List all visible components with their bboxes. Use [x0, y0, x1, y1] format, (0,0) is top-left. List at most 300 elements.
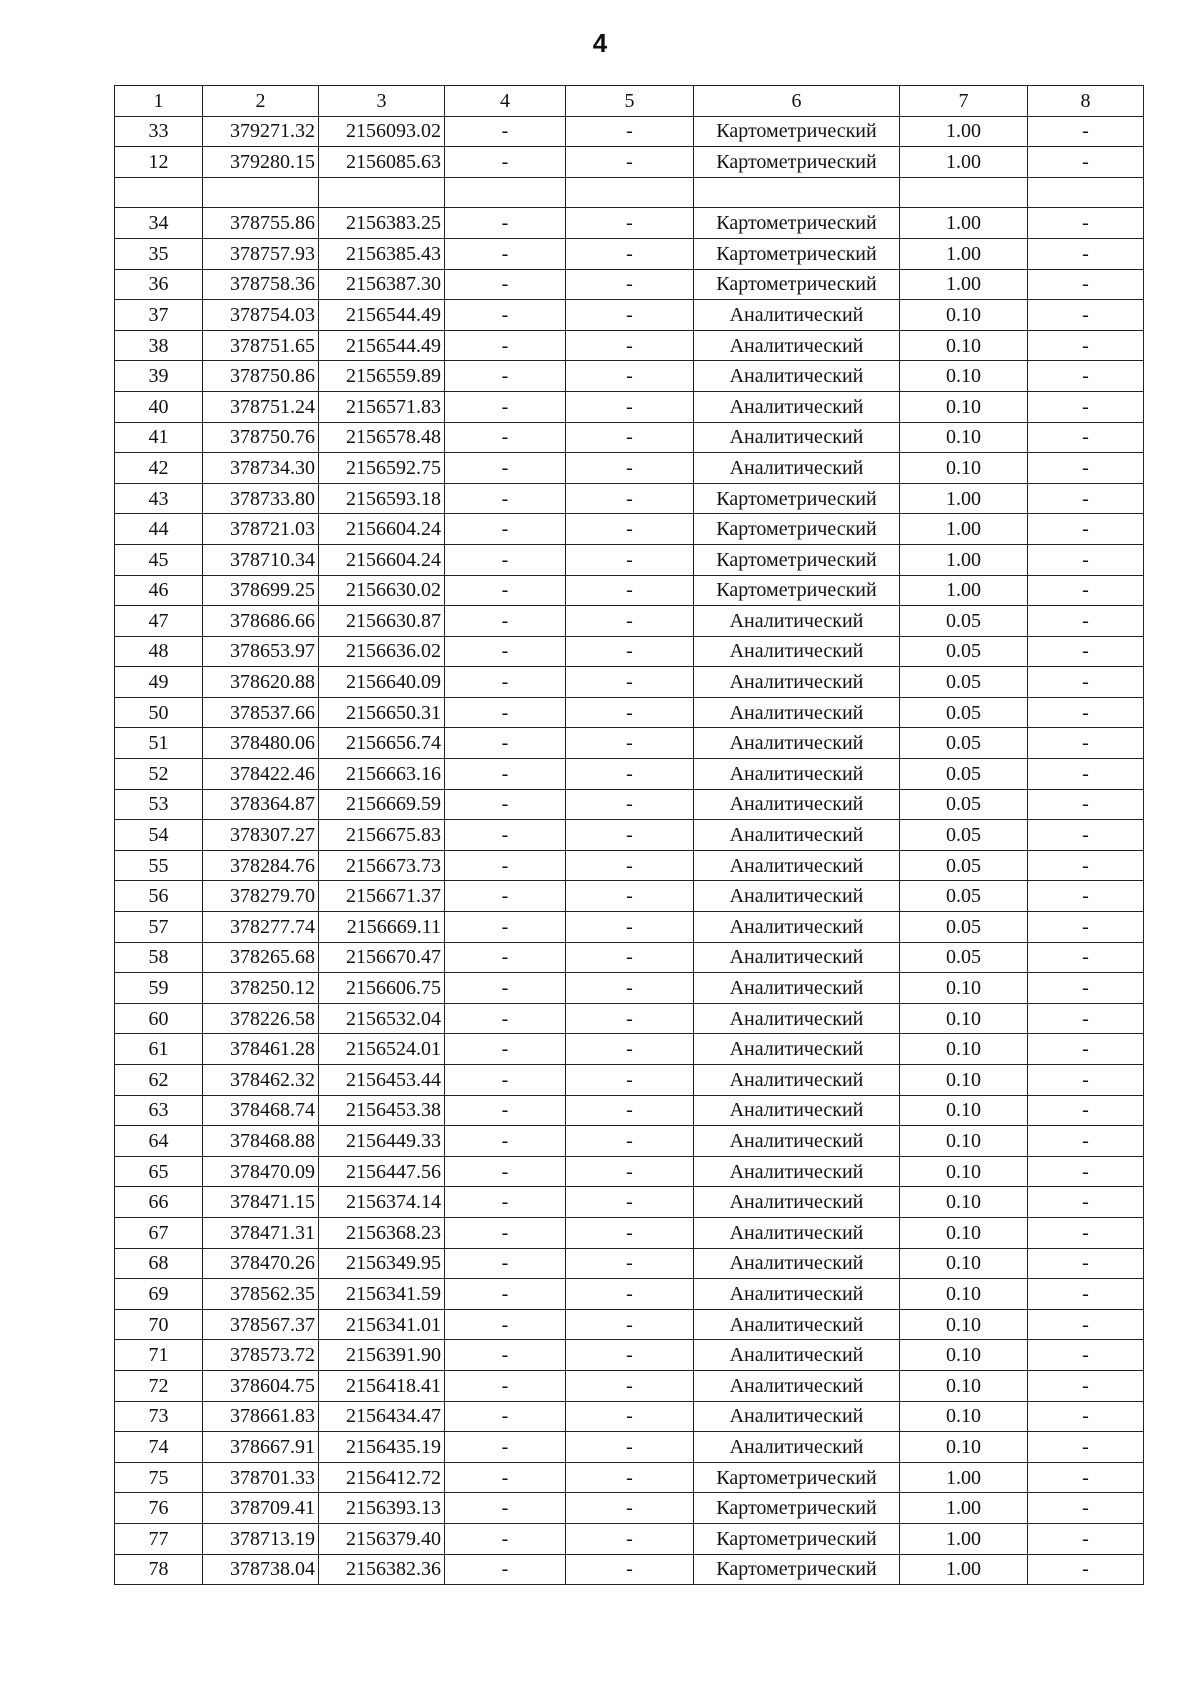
- x-coordinate-cell: 378471.31: [203, 1217, 319, 1248]
- col8-cell: -: [1028, 1462, 1144, 1493]
- table-row: [115, 912, 1144, 943]
- y-coordinate-cell: 2156374.14: [319, 1187, 445, 1218]
- column-header: 6: [694, 86, 900, 117]
- y-coordinate-cell: 2156656.74: [319, 728, 445, 759]
- y-coordinate-cell: 2156640.09: [319, 667, 445, 698]
- y-coordinate-cell: 2156669.59: [319, 789, 445, 820]
- method-cell: Аналитический: [694, 881, 900, 912]
- accuracy-cell: 0.10: [900, 453, 1028, 484]
- accuracy-cell: 0.10: [900, 973, 1028, 1004]
- method-cell: Аналитический: [694, 973, 900, 1004]
- col8-cell: -: [1028, 453, 1144, 484]
- col4-cell: -: [445, 667, 566, 698]
- table-row: [115, 1370, 1144, 1401]
- y-coordinate-cell: 2156669.11: [319, 912, 445, 943]
- accuracy-cell: 0.10: [900, 1340, 1028, 1371]
- method-cell: Картометрический: [694, 514, 900, 545]
- col8-cell: -: [1028, 300, 1144, 331]
- table-row: [115, 1126, 1144, 1157]
- y-coordinate-cell: 2156393.13: [319, 1493, 445, 1524]
- y-coordinate-cell: 2156447.56: [319, 1156, 445, 1187]
- accuracy-cell: 0.10: [900, 1065, 1028, 1096]
- point-number-cell: 59: [115, 973, 203, 1004]
- y-coordinate-cell: 2156387.30: [319, 269, 445, 300]
- x-coordinate-cell: 378364.87: [203, 789, 319, 820]
- col8-cell: -: [1028, 667, 1144, 698]
- col4-cell: -: [445, 1309, 566, 1340]
- col8-cell: -: [1028, 1187, 1144, 1218]
- method-cell: Аналитический: [694, 1309, 900, 1340]
- x-coordinate-cell: 378653.97: [203, 636, 319, 667]
- coordinates-table: [114, 85, 1144, 1585]
- col5-cell: -: [566, 636, 694, 667]
- method-cell: Картометрический: [694, 1462, 900, 1493]
- col5-cell: -: [566, 697, 694, 728]
- x-coordinate-cell: 378699.25: [203, 575, 319, 606]
- point-number-cell: 60: [115, 1003, 203, 1034]
- x-coordinate-cell: 379280.15: [203, 147, 319, 178]
- x-coordinate-cell: 378562.35: [203, 1279, 319, 1310]
- x-coordinate-cell: 378468.88: [203, 1126, 319, 1157]
- col5-cell: -: [566, 361, 694, 392]
- col4-cell: -: [445, 269, 566, 300]
- table-header-row: [115, 86, 1144, 117]
- y-coordinate-cell: 2156085.63: [319, 147, 445, 178]
- col4-cell: -: [445, 1248, 566, 1279]
- point-number-cell: 43: [115, 483, 203, 514]
- point-number-cell: 34: [115, 208, 203, 239]
- accuracy-cell: 0.10: [900, 1003, 1028, 1034]
- x-coordinate-cell: 378667.91: [203, 1432, 319, 1463]
- col4-cell: -: [445, 575, 566, 606]
- accuracy-cell: 0.05: [900, 606, 1028, 637]
- column-header: 1: [115, 86, 203, 117]
- table-row: [115, 300, 1144, 331]
- table-row: [115, 850, 1144, 881]
- col8-cell: -: [1028, 116, 1144, 147]
- accuracy-cell: [900, 177, 1028, 208]
- point-number-cell: 68: [115, 1248, 203, 1279]
- col8-cell: -: [1028, 759, 1144, 790]
- col5-cell: -: [566, 1126, 694, 1157]
- point-number-cell: 36: [115, 269, 203, 300]
- y-coordinate-cell: 2156606.75: [319, 973, 445, 1004]
- y-coordinate-cell: 2156382.36: [319, 1554, 445, 1585]
- x-coordinate-cell: 378277.74: [203, 912, 319, 943]
- y-coordinate-cell: 2156412.72: [319, 1462, 445, 1493]
- col5-cell: -: [566, 1554, 694, 1585]
- col5-cell: -: [566, 238, 694, 269]
- col8-cell: -: [1028, 208, 1144, 239]
- x-coordinate-cell: 378604.75: [203, 1370, 319, 1401]
- method-cell: Картометрический: [694, 1554, 900, 1585]
- point-number-cell: 63: [115, 1095, 203, 1126]
- point-number-cell: 41: [115, 422, 203, 453]
- table-row: [115, 1065, 1144, 1096]
- col4-cell: [445, 177, 566, 208]
- column-header: 4: [445, 86, 566, 117]
- table-row: [115, 697, 1144, 728]
- col5-cell: -: [566, 1279, 694, 1310]
- table-row: [115, 1462, 1144, 1493]
- y-coordinate-cell: 2156532.04: [319, 1003, 445, 1034]
- x-coordinate-cell: 378537.66: [203, 697, 319, 728]
- y-coordinate-cell: 2156592.75: [319, 453, 445, 484]
- x-coordinate-cell: 378686.66: [203, 606, 319, 637]
- col5-cell: -: [566, 759, 694, 790]
- table-row: [115, 1432, 1144, 1463]
- table-row: [115, 973, 1144, 1004]
- col4-cell: -: [445, 300, 566, 331]
- point-number-cell: 50: [115, 697, 203, 728]
- y-coordinate-cell: 2156341.01: [319, 1309, 445, 1340]
- x-coordinate-cell: 378284.76: [203, 850, 319, 881]
- x-coordinate-cell: 378265.68: [203, 942, 319, 973]
- col4-cell: -: [445, 1401, 566, 1432]
- col5-cell: -: [566, 1309, 694, 1340]
- column-header: 7: [900, 86, 1028, 117]
- point-number-cell: 75: [115, 1462, 203, 1493]
- col8-cell: -: [1028, 1279, 1144, 1310]
- col5-cell: -: [566, 1003, 694, 1034]
- col5-cell: -: [566, 1187, 694, 1218]
- x-coordinate-cell: 378470.26: [203, 1248, 319, 1279]
- y-coordinate-cell: 2156675.83: [319, 820, 445, 851]
- method-cell: Аналитический: [694, 361, 900, 392]
- method-cell: Аналитический: [694, 789, 900, 820]
- page-number: 4: [592, 28, 608, 58]
- col4-cell: -: [445, 483, 566, 514]
- x-coordinate-cell: 378250.12: [203, 973, 319, 1004]
- y-coordinate-cell: 2156418.41: [319, 1370, 445, 1401]
- x-coordinate-cell: 378279.70: [203, 881, 319, 912]
- col4-cell: -: [445, 1432, 566, 1463]
- accuracy-cell: 0.10: [900, 1095, 1028, 1126]
- col8-cell: -: [1028, 789, 1144, 820]
- point-number-cell: 39: [115, 361, 203, 392]
- method-cell: Аналитический: [694, 1156, 900, 1187]
- accuracy-cell: 0.10: [900, 1126, 1028, 1157]
- col5-cell: -: [566, 1462, 694, 1493]
- y-coordinate-cell: 2156604.24: [319, 544, 445, 575]
- col5-cell: -: [566, 1493, 694, 1524]
- y-coordinate-cell: 2156571.83: [319, 391, 445, 422]
- col4-cell: -: [445, 1187, 566, 1218]
- col5-cell: -: [566, 881, 694, 912]
- table-row: [115, 1554, 1144, 1585]
- col8-cell: -: [1028, 820, 1144, 851]
- col5-cell: -: [566, 575, 694, 606]
- point-number-cell: [115, 177, 203, 208]
- col4-cell: -: [445, 1554, 566, 1585]
- col8-cell: -: [1028, 1523, 1144, 1554]
- accuracy-cell: 0.10: [900, 1279, 1028, 1310]
- table-row: [115, 177, 1144, 208]
- table-row: [115, 116, 1144, 147]
- method-cell: Аналитический: [694, 667, 900, 698]
- accuracy-cell: 0.10: [900, 1034, 1028, 1065]
- col4-cell: -: [445, 1370, 566, 1401]
- point-number-cell: 71: [115, 1340, 203, 1371]
- accuracy-cell: 0.10: [900, 361, 1028, 392]
- col5-cell: -: [566, 1523, 694, 1554]
- col8-cell: -: [1028, 728, 1144, 759]
- col5-cell: -: [566, 391, 694, 422]
- col4-cell: -: [445, 1340, 566, 1371]
- method-cell: Аналитический: [694, 453, 900, 484]
- x-coordinate-cell: 378226.58: [203, 1003, 319, 1034]
- accuracy-cell: 1.00: [900, 269, 1028, 300]
- point-number-cell: 57: [115, 912, 203, 943]
- method-cell: Аналитический: [694, 1065, 900, 1096]
- table-row: [115, 789, 1144, 820]
- table-row: [115, 1340, 1144, 1371]
- col4-cell: -: [445, 1126, 566, 1157]
- y-coordinate-cell: 2156671.37: [319, 881, 445, 912]
- col8-cell: -: [1028, 422, 1144, 453]
- col8-cell: -: [1028, 697, 1144, 728]
- col4-cell: -: [445, 697, 566, 728]
- y-coordinate-cell: [319, 177, 445, 208]
- col8-cell: -: [1028, 1095, 1144, 1126]
- col5-cell: -: [566, 544, 694, 575]
- y-coordinate-cell: 2156453.44: [319, 1065, 445, 1096]
- col8-cell: -: [1028, 1156, 1144, 1187]
- col5-cell: -: [566, 820, 694, 851]
- col5-cell: -: [566, 942, 694, 973]
- method-cell: Аналитический: [694, 728, 900, 759]
- col5-cell: -: [566, 912, 694, 943]
- method-cell: Аналитический: [694, 820, 900, 851]
- y-coordinate-cell: 2156383.25: [319, 208, 445, 239]
- x-coordinate-cell: 379271.32: [203, 116, 319, 147]
- table-row: [115, 820, 1144, 851]
- col5-cell: -: [566, 728, 694, 759]
- point-number-cell: 72: [115, 1370, 203, 1401]
- col8-cell: -: [1028, 606, 1144, 637]
- x-coordinate-cell: 378757.93: [203, 238, 319, 269]
- point-number-cell: 45: [115, 544, 203, 575]
- point-number-cell: 12: [115, 147, 203, 178]
- col4-cell: -: [445, 728, 566, 759]
- col8-cell: -: [1028, 575, 1144, 606]
- y-coordinate-cell: 2156379.40: [319, 1523, 445, 1554]
- y-coordinate-cell: 2156544.49: [319, 330, 445, 361]
- y-coordinate-cell: 2156559.89: [319, 361, 445, 392]
- y-coordinate-cell: 2156434.47: [319, 1401, 445, 1432]
- col8-cell: -: [1028, 973, 1144, 1004]
- accuracy-cell: 0.05: [900, 789, 1028, 820]
- x-coordinate-cell: 378471.15: [203, 1187, 319, 1218]
- x-coordinate-cell: 378751.24: [203, 391, 319, 422]
- x-coordinate-cell: 378713.19: [203, 1523, 319, 1554]
- table-row: [115, 636, 1144, 667]
- method-cell: Картометрический: [694, 116, 900, 147]
- col4-cell: -: [445, 636, 566, 667]
- col8-cell: -: [1028, 1401, 1144, 1432]
- y-coordinate-cell: 2156391.90: [319, 1340, 445, 1371]
- point-number-cell: 62: [115, 1065, 203, 1096]
- method-cell: Аналитический: [694, 636, 900, 667]
- col8-cell: -: [1028, 1370, 1144, 1401]
- col4-cell: -: [445, 820, 566, 851]
- accuracy-cell: 0.10: [900, 1370, 1028, 1401]
- x-coordinate-cell: 378567.37: [203, 1309, 319, 1340]
- x-coordinate-cell: 378733.80: [203, 483, 319, 514]
- col5-cell: -: [566, 1248, 694, 1279]
- col4-cell: -: [445, 330, 566, 361]
- col8-cell: -: [1028, 1065, 1144, 1096]
- accuracy-cell: 1.00: [900, 514, 1028, 545]
- accuracy-cell: 0.05: [900, 881, 1028, 912]
- col4-cell: -: [445, 1065, 566, 1096]
- col8-cell: -: [1028, 330, 1144, 361]
- col4-cell: -: [445, 1493, 566, 1524]
- point-number-cell: 38: [115, 330, 203, 361]
- col5-cell: -: [566, 1217, 694, 1248]
- col8-cell: -: [1028, 147, 1144, 178]
- table-body: [115, 116, 1144, 1585]
- col8-cell: -: [1028, 544, 1144, 575]
- point-number-cell: 61: [115, 1034, 203, 1065]
- col8-cell: -: [1028, 912, 1144, 943]
- col4-cell: -: [445, 147, 566, 178]
- col4-cell: -: [445, 850, 566, 881]
- col5-cell: -: [566, 667, 694, 698]
- col4-cell: -: [445, 1462, 566, 1493]
- method-cell: Аналитический: [694, 1126, 900, 1157]
- col5-cell: -: [566, 147, 694, 178]
- y-coordinate-cell: 2156453.38: [319, 1095, 445, 1126]
- col4-cell: -: [445, 1003, 566, 1034]
- col8-cell: -: [1028, 1554, 1144, 1585]
- x-coordinate-cell: 378480.06: [203, 728, 319, 759]
- col8-cell: -: [1028, 636, 1144, 667]
- point-number-cell: 69: [115, 1279, 203, 1310]
- col4-cell: -: [445, 1156, 566, 1187]
- table-row: [115, 1279, 1144, 1310]
- col5-cell: -: [566, 453, 694, 484]
- col5-cell: -: [566, 973, 694, 1004]
- col5-cell: -: [566, 269, 694, 300]
- table-row: [115, 942, 1144, 973]
- point-number-cell: 48: [115, 636, 203, 667]
- col8-cell: -: [1028, 1034, 1144, 1065]
- col5-cell: -: [566, 606, 694, 637]
- accuracy-cell: 0.05: [900, 850, 1028, 881]
- x-coordinate-cell: 378620.88: [203, 667, 319, 698]
- table-row: [115, 1401, 1144, 1432]
- table-row: [115, 1187, 1144, 1218]
- point-number-cell: 56: [115, 881, 203, 912]
- table-row: [115, 330, 1144, 361]
- accuracy-cell: 0.10: [900, 1309, 1028, 1340]
- y-coordinate-cell: 2156604.24: [319, 514, 445, 545]
- method-cell: Картометрический: [694, 1493, 900, 1524]
- point-number-cell: 37: [115, 300, 203, 331]
- accuracy-cell: 1.00: [900, 483, 1028, 514]
- col5-cell: -: [566, 1340, 694, 1371]
- col5-cell: -: [566, 1432, 694, 1463]
- point-number-cell: 33: [115, 116, 203, 147]
- method-cell: Картометрический: [694, 147, 900, 178]
- method-cell: Аналитический: [694, 1248, 900, 1279]
- method-cell: Аналитический: [694, 606, 900, 637]
- point-number-cell: 42: [115, 453, 203, 484]
- x-coordinate-cell: 378701.33: [203, 1462, 319, 1493]
- point-number-cell: 66: [115, 1187, 203, 1218]
- y-coordinate-cell: 2156524.01: [319, 1034, 445, 1065]
- col5-cell: -: [566, 208, 694, 239]
- x-coordinate-cell: 378750.76: [203, 422, 319, 453]
- table-row: [115, 1156, 1144, 1187]
- method-cell: Аналитический: [694, 1432, 900, 1463]
- col5-cell: -: [566, 330, 694, 361]
- col5-cell: -: [566, 1156, 694, 1187]
- accuracy-cell: 0.05: [900, 820, 1028, 851]
- point-number-cell: 65: [115, 1156, 203, 1187]
- column-header: 2: [203, 86, 319, 117]
- col4-cell: -: [445, 422, 566, 453]
- table-row: [115, 1309, 1144, 1340]
- col8-cell: [1028, 177, 1144, 208]
- x-coordinate-cell: 378710.34: [203, 544, 319, 575]
- table-row: [115, 759, 1144, 790]
- col8-cell: -: [1028, 391, 1144, 422]
- point-number-cell: 40: [115, 391, 203, 422]
- table-row: [115, 606, 1144, 637]
- col5-cell: -: [566, 483, 694, 514]
- col8-cell: -: [1028, 1432, 1144, 1463]
- y-coordinate-cell: 2156544.49: [319, 300, 445, 331]
- accuracy-cell: 0.05: [900, 912, 1028, 943]
- table-row: [115, 544, 1144, 575]
- method-cell: [694, 177, 900, 208]
- col8-cell: -: [1028, 1340, 1144, 1371]
- col5-cell: -: [566, 300, 694, 331]
- y-coordinate-cell: 2156593.18: [319, 483, 445, 514]
- x-coordinate-cell: 378573.72: [203, 1340, 319, 1371]
- x-coordinate-cell: 378470.09: [203, 1156, 319, 1187]
- y-coordinate-cell: 2156578.48: [319, 422, 445, 453]
- accuracy-cell: 0.10: [900, 391, 1028, 422]
- table-row: [115, 667, 1144, 698]
- col8-cell: -: [1028, 361, 1144, 392]
- col4-cell: -: [445, 1217, 566, 1248]
- col5-cell: -: [566, 1370, 694, 1401]
- col8-cell: -: [1028, 881, 1144, 912]
- x-coordinate-cell: 378462.32: [203, 1065, 319, 1096]
- method-cell: Картометрический: [694, 483, 900, 514]
- accuracy-cell: 0.05: [900, 759, 1028, 790]
- accuracy-cell: 0.10: [900, 1432, 1028, 1463]
- y-coordinate-cell: 2156630.87: [319, 606, 445, 637]
- point-number-cell: 58: [115, 942, 203, 973]
- accuracy-cell: 0.10: [900, 300, 1028, 331]
- table-row: [115, 514, 1144, 545]
- table-row: [115, 575, 1144, 606]
- method-cell: Картометрический: [694, 575, 900, 606]
- method-cell: Аналитический: [694, 697, 900, 728]
- col4-cell: -: [445, 361, 566, 392]
- table-row: [115, 881, 1144, 912]
- method-cell: Аналитический: [694, 330, 900, 361]
- col5-cell: [566, 177, 694, 208]
- y-coordinate-cell: 2156093.02: [319, 116, 445, 147]
- point-number-cell: 77: [115, 1523, 203, 1554]
- col4-cell: -: [445, 912, 566, 943]
- x-coordinate-cell: 378755.86: [203, 208, 319, 239]
